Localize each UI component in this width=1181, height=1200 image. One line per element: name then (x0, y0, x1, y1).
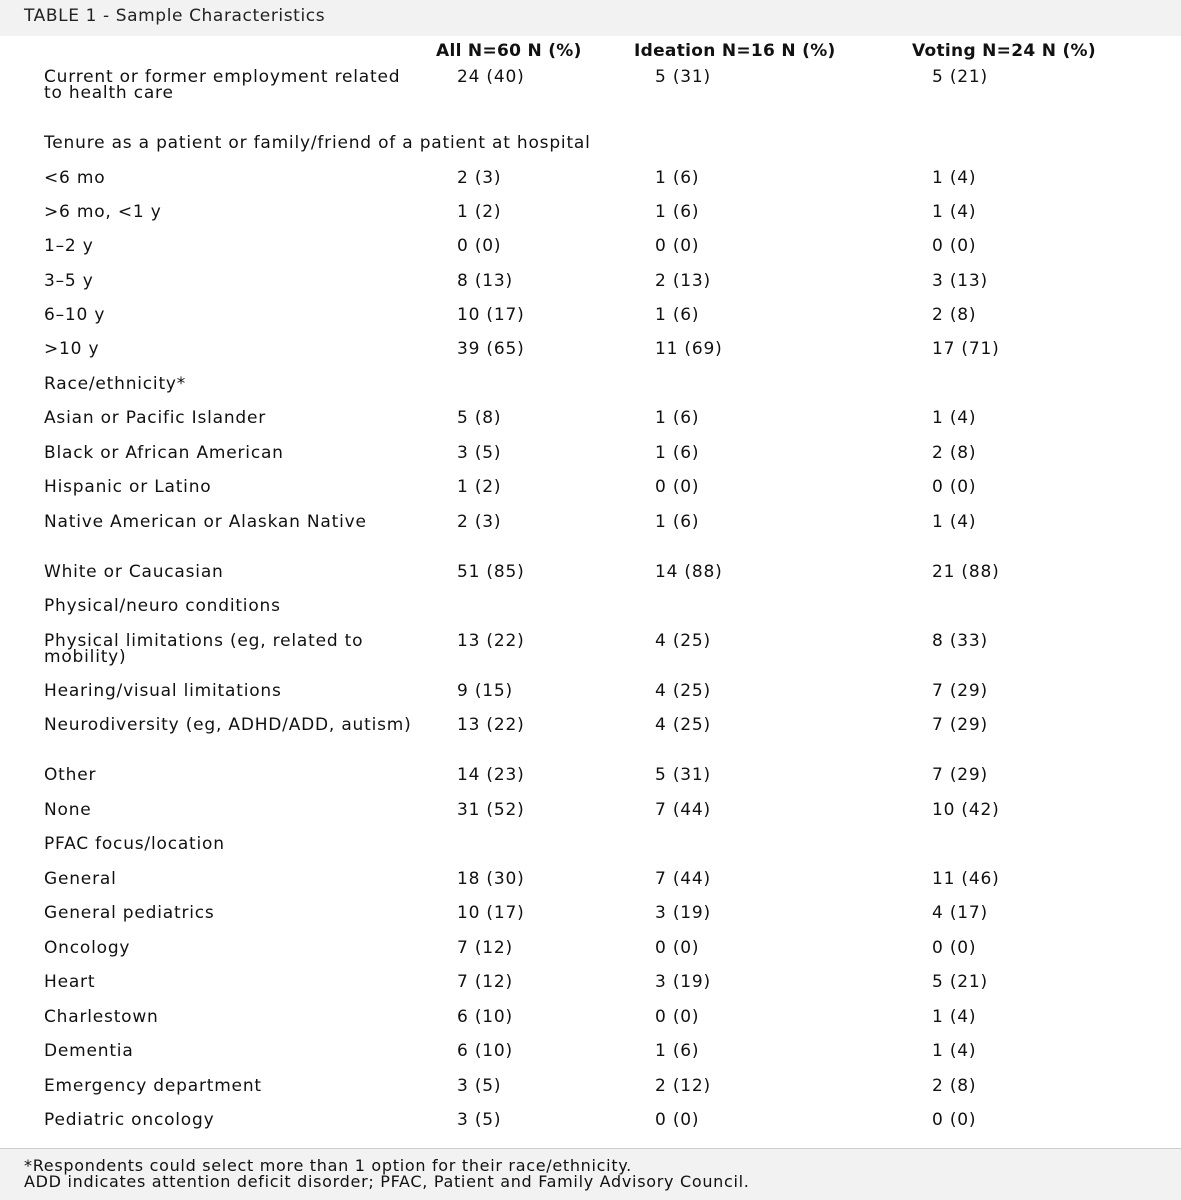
cell-all: 14 (23) (457, 765, 525, 785)
cell-all: 10 (17) (457, 305, 525, 325)
cell-voting: 2 (8) (932, 443, 977, 463)
cell-voting: 8 (33) (932, 631, 988, 651)
cell-voting: 11 (46) (932, 869, 1000, 889)
cell-all: 39 (65) (457, 339, 525, 359)
row-label: <6 mo (44, 168, 106, 188)
cell-all: 1 (2) (457, 202, 502, 222)
cell-ideation: 7 (44) (655, 800, 711, 820)
cell-voting: 1 (4) (932, 512, 977, 532)
cell-ideation: 1 (6) (655, 168, 700, 188)
row-label: Emergency department (44, 1076, 262, 1096)
cell-ideation: 0 (0) (655, 1007, 700, 1027)
cell-ideation: 2 (12) (655, 1076, 711, 1096)
cell-voting: 10 (42) (932, 800, 1000, 820)
cell-all: 13 (22) (457, 715, 525, 735)
cell-voting: 1 (4) (932, 168, 977, 188)
cell-all: 3 (5) (457, 1110, 502, 1130)
cell-voting: 1 (4) (932, 1007, 977, 1027)
cell-voting: 21 (88) (932, 562, 1000, 582)
row-label: Current or former employment related to health care (44, 67, 401, 103)
cell-all: 18 (30) (457, 869, 525, 889)
cell-voting: 7 (29) (932, 715, 988, 735)
cell-voting: 1 (4) (932, 202, 977, 222)
cell-voting: 5 (21) (932, 972, 988, 992)
cell-voting: 5 (21) (932, 67, 988, 87)
cell-voting: 3 (13) (932, 271, 988, 291)
cell-voting: 0 (0) (932, 938, 977, 958)
cell-ideation: 1 (6) (655, 305, 700, 325)
cell-ideation: 7 (44) (655, 869, 711, 889)
cell-ideation: 2 (13) (655, 271, 711, 291)
cell-all: 9 (15) (457, 681, 513, 701)
cell-ideation: 1 (6) (655, 443, 700, 463)
row-label: 3–5 y (44, 271, 94, 291)
cell-ideation: 4 (25) (655, 715, 711, 735)
cell-voting: 0 (0) (932, 1110, 977, 1130)
cell-ideation: 1 (6) (655, 408, 700, 428)
cell-voting: 2 (8) (932, 305, 977, 325)
row-label: General (44, 869, 117, 889)
section-label: PFAC focus/location (44, 834, 225, 854)
cell-ideation: 5 (31) (655, 765, 711, 785)
cell-all: 2 (3) (457, 512, 502, 532)
section-label: Tenure as a patient or family/friend of a patient at hospital (44, 133, 591, 153)
cell-ideation: 0 (0) (655, 938, 700, 958)
cell-voting: 0 (0) (932, 477, 977, 497)
cell-ideation: 0 (0) (655, 1110, 700, 1130)
row-label: Heart (44, 972, 96, 992)
cell-all: 0 (0) (457, 236, 502, 256)
row-label: Asian or Pacific Islander (44, 408, 267, 428)
cell-all: 13 (22) (457, 631, 525, 651)
cell-voting: 17 (71) (932, 339, 1000, 359)
cell-ideation: 3 (19) (655, 972, 711, 992)
table-caption: TABLE 1 - Sample Characteristics (0, 0, 1181, 36)
row-label: Hearing/visual limitations (44, 681, 282, 701)
cell-voting: 2 (8) (932, 1076, 977, 1096)
row-label: Charlestown (44, 1007, 159, 1027)
row-label: Dementia (44, 1041, 134, 1061)
cell-ideation: 0 (0) (655, 236, 700, 256)
row-label: >6 mo, <1 y (44, 202, 162, 222)
cell-voting: 7 (29) (932, 681, 988, 701)
cell-ideation: 11 (69) (655, 339, 723, 359)
row-label: >10 y (44, 339, 100, 359)
row-label: Pediatric oncology (44, 1110, 215, 1130)
cell-ideation: 3 (19) (655, 903, 711, 923)
header-ideation: Ideation N=16 N (%) (634, 41, 836, 61)
cell-all: 51 (85) (457, 562, 525, 582)
header-voting: Voting N=24 N (%) (912, 41, 1096, 61)
cell-ideation: 4 (25) (655, 631, 711, 651)
cell-ideation: 0 (0) (655, 477, 700, 497)
cell-ideation: 1 (6) (655, 512, 700, 532)
cell-ideation: 14 (88) (655, 562, 723, 582)
row-label: Hispanic or Latino (44, 477, 212, 497)
row-label: Native American or Alaskan Native (44, 512, 367, 532)
cell-voting: 4 (17) (932, 903, 988, 923)
cell-all: 2 (3) (457, 168, 502, 188)
cell-all: 8 (13) (457, 271, 513, 291)
section-label: Race/ethnicity* (44, 374, 187, 394)
cell-voting: 1 (4) (932, 408, 977, 428)
header-all: All N=60 N (%) (436, 41, 582, 61)
cell-all: 6 (10) (457, 1007, 513, 1027)
row-label: General pediatrics (44, 903, 215, 923)
cell-all: 7 (12) (457, 972, 513, 992)
row-label: None (44, 800, 92, 820)
cell-all: 31 (52) (457, 800, 525, 820)
cell-voting: 1 (4) (932, 1041, 977, 1061)
cell-ideation: 5 (31) (655, 67, 711, 87)
cell-voting: 7 (29) (932, 765, 988, 785)
section-label: Physical/neuro conditions (44, 596, 281, 616)
cell-all: 5 (8) (457, 408, 502, 428)
row-label: Black or African American (44, 443, 284, 463)
cell-ideation: 1 (6) (655, 1041, 700, 1061)
row-label: Oncology (44, 938, 131, 958)
row-label: White or Caucasian (44, 562, 224, 582)
cell-all: 7 (12) (457, 938, 513, 958)
cell-all: 3 (5) (457, 443, 502, 463)
cell-ideation: 4 (25) (655, 681, 711, 701)
row-label: 1–2 y (44, 236, 94, 256)
row-label: Other (44, 765, 97, 785)
cell-all: 6 (10) (457, 1041, 513, 1061)
cell-voting: 0 (0) (932, 236, 977, 256)
cell-ideation: 1 (6) (655, 202, 700, 222)
cell-all: 24 (40) (457, 67, 525, 87)
row-label: Neurodiversity (eg, ADHD/ADD, autism) (44, 715, 412, 735)
cell-all: 3 (5) (457, 1076, 502, 1096)
footnote-race: *Respondents could select more than 1 option for their race/ethnicity. (24, 1156, 632, 1175)
row-label: 6–10 y (44, 305, 106, 325)
cell-all: 1 (2) (457, 477, 502, 497)
cell-all: 10 (17) (457, 903, 525, 923)
row-label: Physical limitations (eg, related to mobility) (44, 631, 364, 667)
table-footnotes (0, 1148, 1181, 1200)
footnote-abbreviations: ADD indicates attention deficit disorder; PFAC, Patient and Family Advisory Council. (24, 1172, 750, 1191)
